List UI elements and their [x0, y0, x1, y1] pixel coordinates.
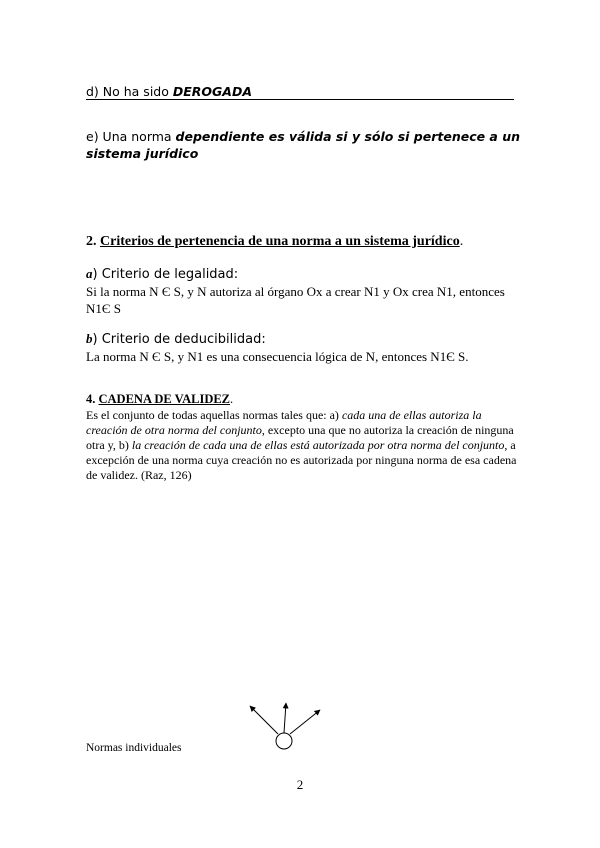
- section-4-trail: .: [230, 392, 234, 406]
- section-4-text-1: Es el conjunto de todas aquellas normas tales que: a): [86, 408, 342, 422]
- norm-diagram: [240, 700, 330, 760]
- criterion-a-label: ) Criterio de legalidad:: [92, 267, 239, 282]
- section-2-title: Criterios de pertenencia de una norma a un sistema jurídico: [100, 234, 460, 249]
- norm-node-circle: [276, 733, 292, 749]
- section-2-trail: .: [459, 234, 464, 249]
- section-4: [86, 392, 518, 483]
- criterion-b-body: La norma N Є S, y N1 es una consecuencia lógica de N, entonces N1Є S.: [86, 349, 469, 364]
- criterion-b-label: ) Criterio de deducibilidad:: [92, 332, 266, 347]
- item-d-emphasis: DEROGADA: [172, 84, 253, 99]
- criterion-b-heading: [86, 330, 526, 348]
- section-4-heading: [86, 392, 518, 407]
- section-4-title: CADENA DE VALIDEZ: [98, 392, 231, 406]
- section-4-text-3: , a excepción de una norma cuya creación no es autorizada por ninguna norma de esa cadena de validez. (Raz, 126): [86, 438, 517, 482]
- page-number: 2: [296, 777, 304, 792]
- item-e: [86, 128, 526, 162]
- section-4-italic-1: cada una de ellas autoriza la creación de otra norma del conjunto: [86, 408, 482, 437]
- arrow-right: [290, 710, 320, 734]
- criterion-a-heading: [86, 265, 526, 283]
- diagram-label: Normas individuales: [86, 742, 182, 754]
- section-4-italic-2: la creación de cada una de ellas está autorizada por otra norma del conjunto: [131, 438, 505, 452]
- criterion-a: [86, 265, 526, 317]
- criterion-b: [86, 330, 526, 365]
- section-2-number: 2.: [86, 234, 100, 249]
- criterion-a-body: Si la norma N Є S, y N autoriza al órgano Ox a crear N1 y Ox crea N1, entonces N1Є S: [86, 284, 505, 316]
- section-4-text-2: , excepto una que no autoriza la creación de ninguna otra y, b): [86, 423, 514, 452]
- criterion-b-marker: b: [86, 331, 93, 346]
- arrow-middle: [284, 703, 286, 733]
- item-d-text: d) No ha sido: [86, 84, 173, 99]
- item-e-text: e) Una norma: [86, 129, 176, 144]
- section-2-heading: [86, 234, 463, 250]
- section-4-paragraph: [86, 408, 518, 483]
- section-4-number: 4.: [86, 392, 99, 406]
- arrow-left: [250, 706, 278, 734]
- item-d: [86, 85, 514, 100]
- criterion-a-marker: a: [86, 266, 93, 281]
- item-e-emphasis: dependiente es válida si y sólo si pertenece a un sistema jurídico: [86, 129, 521, 161]
